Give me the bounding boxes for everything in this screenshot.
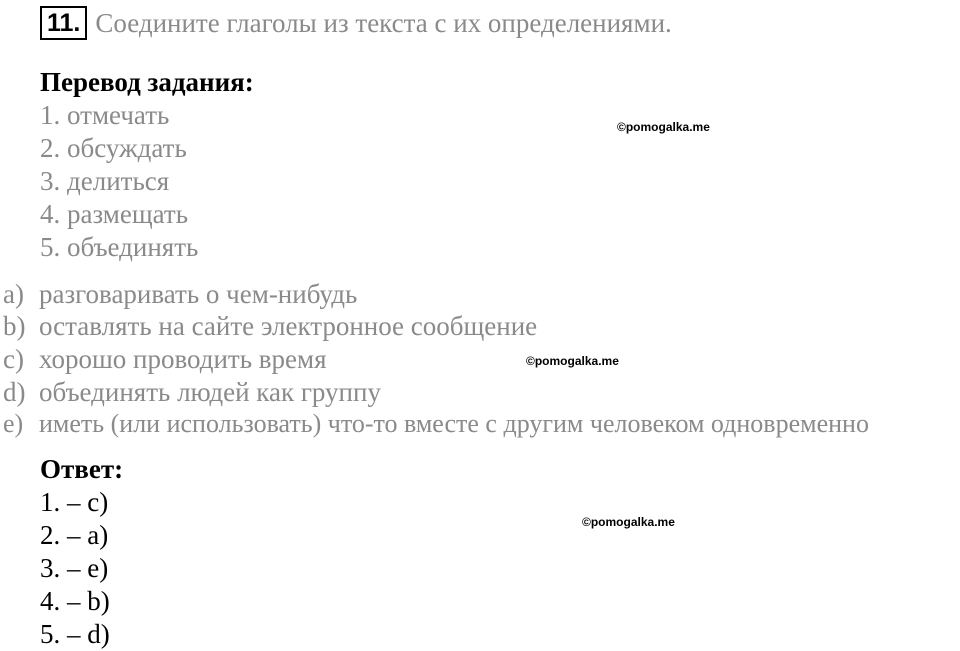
definition-text: оставлять на сайте электронное сообщение bbox=[39, 311, 538, 341]
definition-label: d) bbox=[3, 377, 26, 407]
definition-label: c) bbox=[3, 344, 24, 374]
translation-item: 2. обсуждать bbox=[40, 133, 187, 163]
definition-item bbox=[3, 377, 381, 407]
definition-item bbox=[3, 311, 537, 341]
answer-item: 5. – d) bbox=[40, 619, 110, 649]
definition-label: a) bbox=[3, 279, 24, 309]
definition-text: иметь (или использовать) что-то вместе с другим человеком одновременно bbox=[39, 409, 869, 438]
answer-item: 1. – c) bbox=[40, 487, 109, 517]
watermark: ©pomogalka.me bbox=[582, 515, 675, 529]
task-number: 11. bbox=[40, 6, 87, 40]
watermark: ©pomogalka.me bbox=[617, 120, 710, 134]
task-header bbox=[40, 5, 672, 41]
definition-label: e) bbox=[3, 409, 24, 438]
task-instruction: Соедините глаголы из текста с их определениями. bbox=[95, 7, 672, 38]
translation-item: 3. делиться bbox=[40, 166, 170, 196]
definition-label: b) bbox=[3, 311, 26, 341]
definition-text: разговаривать о чем-нибудь bbox=[39, 279, 358, 309]
definition-item bbox=[3, 409, 869, 439]
definition-item bbox=[3, 279, 357, 309]
translation-item: 1. отмечать bbox=[40, 100, 170, 130]
translation-heading: Перевод задания: bbox=[40, 67, 254, 97]
translation-item: 5. объединять bbox=[40, 232, 199, 262]
definition-item bbox=[3, 344, 327, 374]
translation-item: 4. размещать bbox=[40, 199, 189, 229]
answer-item: 2. – a) bbox=[40, 520, 109, 550]
definition-text: хорошо проводить время bbox=[39, 344, 327, 374]
answer-item: 4. – b) bbox=[40, 586, 110, 616]
answer-item: 3. – e) bbox=[40, 553, 109, 583]
answer-heading: Ответ: bbox=[40, 454, 124, 484]
watermark: ©pomogalka.me bbox=[526, 354, 619, 368]
definition-text: объединять людей как группу bbox=[39, 377, 381, 407]
